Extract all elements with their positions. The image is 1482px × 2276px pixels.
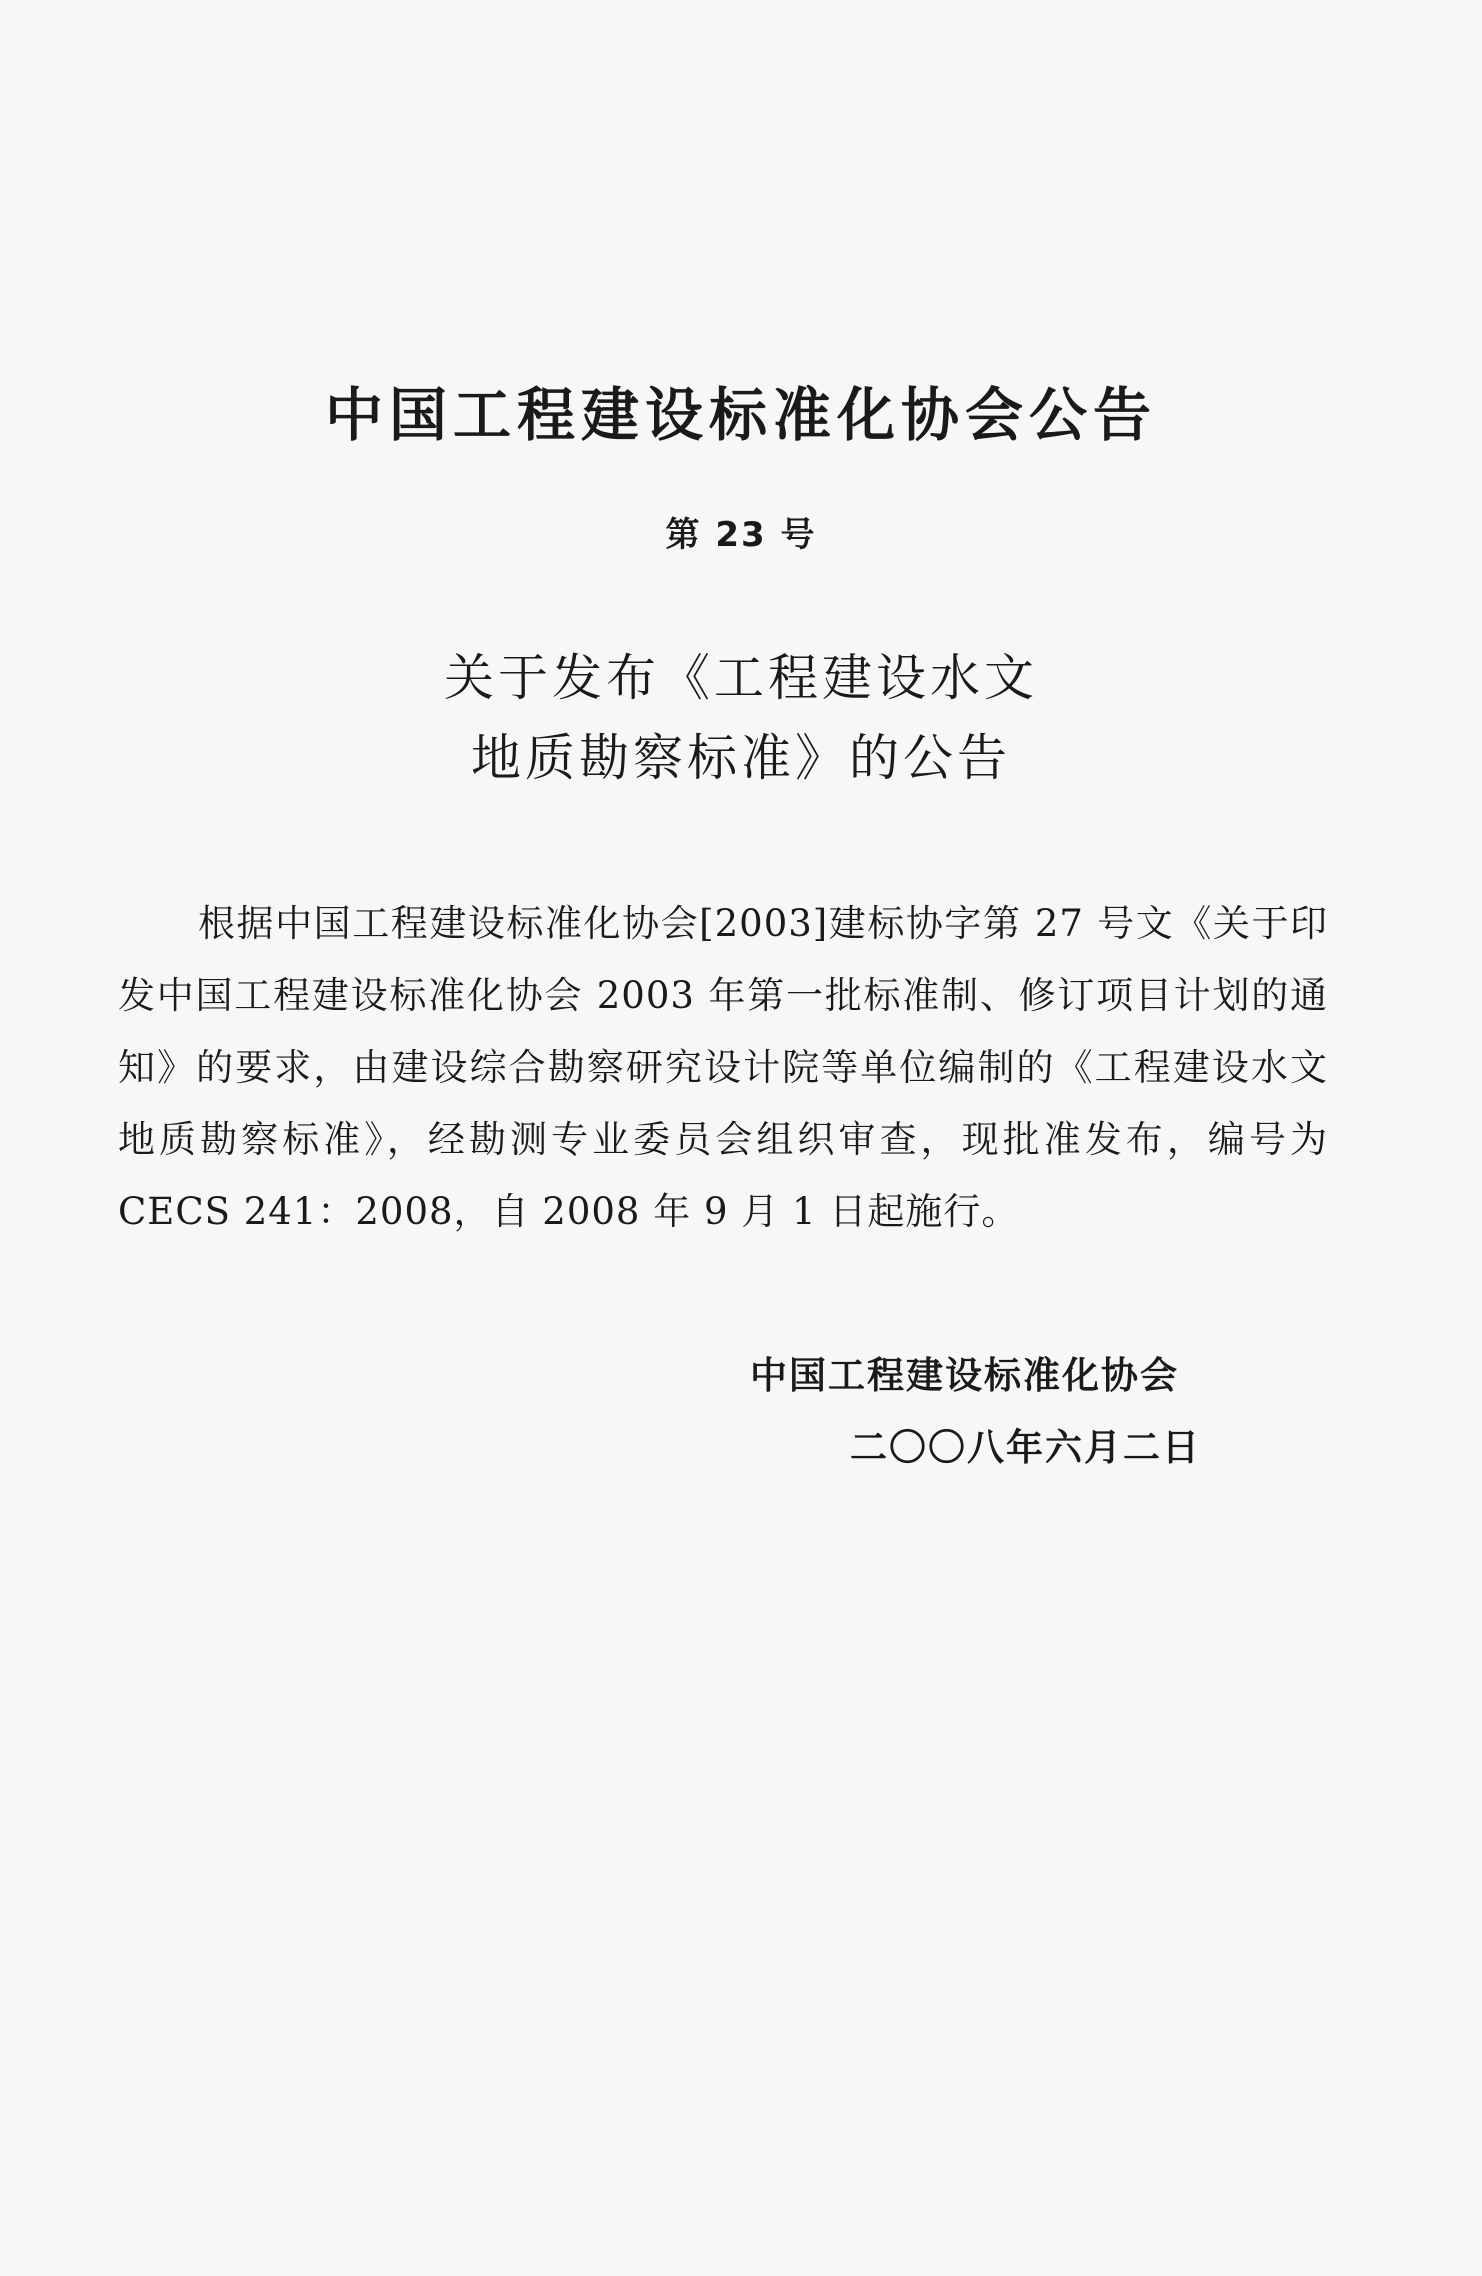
announcement-body: 根据中国工程建设标准化协会[2003]建标协字第 27 号文《关于印发中国工程建设标准化协会 2003 年第一批标准制、修订项目计划的通知》的要求，由建设综合勘察研究设计院等单位编制的《工程建设水文地质勘察标准》，经勘测专业委员会组织审查，现批准发布，编号为 CECS 241：2008，自 2008 年 9 月 1 日起施行。: [118, 902, 1328, 1233]
signature-block: [750, 1340, 1270, 1484]
signature-organization: 中国工程建设标准化协会: [750, 1354, 1179, 1397]
announcement-subtitle: [0, 638, 1482, 798]
announcement-title: 中国工程建设标准化协会公告: [324, 381, 1157, 449]
announcement-number: 第 23 号: [665, 515, 817, 555]
subtitle-line-2: 地质勘察标准》的公告: [471, 729, 1011, 787]
subtitle-line-1: 关于发布《工程建设水文: [444, 649, 1038, 707]
signature-date: 二〇〇八年六月二日: [850, 1426, 1201, 1469]
